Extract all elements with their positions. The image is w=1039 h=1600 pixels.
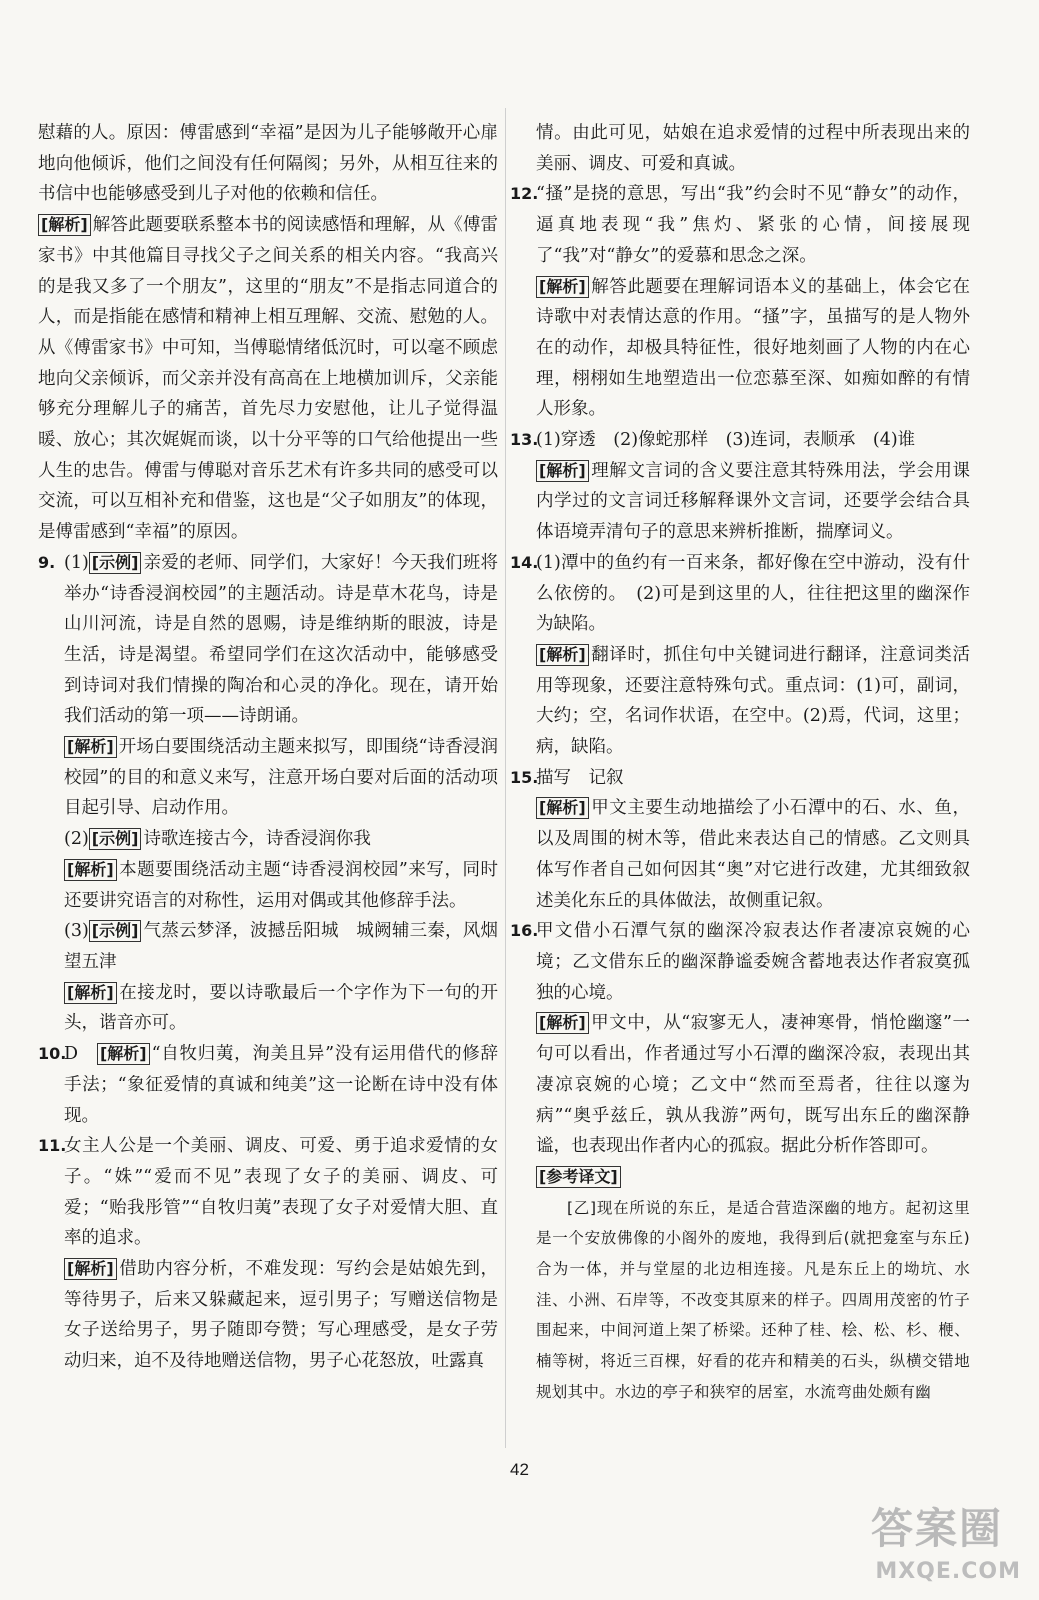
analysis-11-continued: 情。由此可见，姑娘在追求爱情的过程中所表现出来的美丽、调皮、可爱和真诚。 — [536, 123, 970, 174]
question-16: 16. 甲文借小石潭气氛的幽深冷寂表达作者凄凉哀婉的心境；乙文借东丘的幽深静谧委婉含蓄地表达作者寂寞孤独的心境。 [ 解析 ] 甲文中，从“寂寥无人，凄神寒骨，悄怆幽邃”一句可以看出，作者通过写小石潭的幽深冷寂，表现出其凄凉哀婉的心境；乙文中“然而至焉者，往往以邃为病”“奥乎兹丘，孰从我游”两句，既写出东丘的幽深静谧，也表现出作者内心的孤寂。据此分析作答即可。 [ 参考译文 ] [乙]现在所说的东丘，是适合营造深幽的地方。起初这里是一个安放佛像的小阁外的废地，我得到后(就把龛室与东丘)合为一体，并与堂屋的北边相连接。凡是东丘上的坳坑、水洼、小洲、石岸等，不改变其原来的样子。四周用茂密的竹子围起来，中间河道上架了桥梁。还种了桂、桧、松、杉、楩、楠等树，将近三百棵，好看的花卉和精美的石头，纵横交错地规划其中。水边的亭子和狭窄的居室，水流弯曲处颇有幽 — [510, 916, 970, 1407]
analysis-tag: [ 解析 ] — [64, 982, 117, 1004]
analysis-tag: [ 解析 ] — [64, 736, 117, 758]
example-tag: [ 示例 ] — [89, 920, 142, 942]
question-9: 9. (1)[ 示例 ] 亲爱的老师、同学们，大家好！今天我们班将举办“诗香浸润校园”的主题活动。诗是草木花鸟，诗是山川河流，诗是自然的恩赐，诗是维纳斯的眼波，诗是生活，诗是渴望。希望同学们在这次活动中，能够感受到诗词对我们情操的陶冶和心灵的净化。现在，请开始我们活动的第一项——诗朗诵。 [ 解析 ] 开场白要围绕活动主题来拟写，即围绕“诗香浸润校园”的目的和意义来写，注意开场白要对后面的活动项目起引导、启动作用。 (2)[ 示例 ] 诗歌连接古今，诗香浸润你我 [ 解析 ] 本题要围绕活动主题“诗香浸润校园”来写，同时还要讲究语言的对称性，运用对偶或其他修辞手法。 (3)[ 示例 ] 气蒸云梦泽，波撼岳阳城 城阙辅三秦，风烟望五津 [ 解析 ] 在接龙时，要以诗歌最后一个字作为下一句的开头，谐音亦可。 — [38, 548, 498, 1039]
question-14: 14. (1)潭中的鱼约有一百来条，都好像在空中游动，没有什么依傍的。 (2)可是到这里的人，往往把这里的幽深作为缺陷。 [ 解析 ] 翻译时，抓住句中关键词进行翻译，注意词类活用等现象，还要注意特殊句式。重点词：(1)可，副词，大约；空，名词作状语，在空中。(2)焉，代词，这里；病，缺陷。 — [510, 548, 970, 763]
left-column — [38, 118, 498, 1377]
analysis-tag: [ 解析 ] — [536, 276, 589, 298]
right-column — [510, 118, 970, 1408]
analysis-tag: [ 解析 ] — [536, 1012, 589, 1034]
page-number: 42 — [510, 1460, 529, 1479]
analysis-tag: [ 解析 ] — [64, 859, 117, 881]
analysis-tag: [ 解析 ] — [536, 644, 589, 666]
analysis-tag: [ 解析 ] — [536, 460, 589, 482]
analysis-8: [ 解析 ] 解答此题要联系整本书的阅读感悟和理解，从《傅雷家书》中其他篇目寻找父子之间关系的相关内容。“我高兴的是我又多了一个朋友”，这里的“朋友”不是指志同道合的人，而是指能在感情和精神上相互理解、交流、慰勉的人。从《傅雷家书》中可知，当傅聪情绪低沉时，可以毫不顾虑地向父亲倾诉，而父亲并没有高高在上地横加训斥，父亲能够充分理解儿子的痛苦，首先尽力安慰他，让儿子觉得温暖、放心；其次娓娓而谈，以十分平等的口气给他提出一些人生的忠告。傅雷与傅聪对音乐艺术有许多共同的感受可以交流，可以互相补充和借鉴，这也是“父子如朋友”的体现，是傅雷感到“幸福”的原因。 — [38, 210, 498, 548]
analysis-tag: [ 解析 ] — [536, 797, 589, 819]
analysis-tag: [ 解析 ] — [38, 214, 91, 236]
answer-8-continued: 慰藉的人。原因：傅雷感到“幸福”是因为儿子能够敞开心扉地向他倾诉，他们之间没有任何隔阂；另外，从相互往来的书信中也能够感受到儿子对他的依赖和信任。 — [38, 123, 498, 205]
reference-translation-tag: [ 参考译文 ] — [536, 1166, 621, 1188]
question-11: 11. 女主人公是一个美丽、调皮、可爱、勇于追求爱情的女子。“姝”“爱而不见”表现了女子的美丽、调皮、可爱；“贻我彤管”“自牧归荑”表现了女子对爱情大胆、直率的追求。 [ 解析 ] 借助内容分析，不难发现：写约会是姑娘先到，等待男子，后来又躲藏起来，逗引男子；写赠送信物是女子送给男子，男子随即夸赞；写心理感受，是女子劳动归来，迫不及待地赠送信物，男子心花怒放，吐露真 — [38, 1131, 498, 1377]
watermark-text: 答案圈 — [870, 1504, 1003, 1553]
question-15: 15. 描写 记叙 [ 解析 ] 甲文主要生动地描绘了小石潭中的石、水、鱼，以及周围的树木等，借此来表达自己的情感。乙文则具体写作者自己如何因其“奥”对它进行改建，尤其细致叙述美化东丘的具体做法，故侧重记叙。 — [510, 763, 970, 917]
analysis-tag: [ 解析 ] — [64, 1258, 117, 1280]
example-tag: [ 示例 ] — [89, 828, 142, 850]
question-13: 13. (1)穿透 (2)像蛇那样 (3)连词，表顺承 (4)谁 [ 解析 ] 理解文言词的含义要注意其特殊用法，学会用课内学过的文言词迁移解释课外文言词，还要学会结合具体语境弄清句子的意思来辨析推断，揣摩词义。 — [510, 425, 970, 548]
question-12: 12. “搔”是挠的意思，写出“我”约会时不见“静女”的动作，逼真地表现“我”焦灼、紧张的心情，间接展现了“我”对“静女”的爱慕和思念之深。 [ 解析 ] 解答此题要在理解词语本义的基础上，体会它在诗歌中对表情达意的作用。“搔”字，虽描写的是人物外在的动作，却极具特征性，很好地刻画了人物的内在心理，栩栩如生地塑造出一位恋慕至深、如痴如醉的有情人形象。 — [510, 179, 970, 425]
question-10: 10. D [ 解析 ] “自牧归荑，洵美且异”没有运用借代的修辞手法；“象征爱情的真诚和纯美”这一论断在诗中没有体现。 — [38, 1039, 498, 1131]
watermark-logo — [831, 1496, 1021, 1590]
reference-translation: [乙]现在所说的东丘，是适合营造深幽的地方。起初这里是一个安放佛像的小阁外的废地，我得到后(就把龛室与东丘)合为一体，并与堂屋的北边相连接。凡是东丘上的坳坑、水洼、小洲、石岸等，不改变其原来的样子。四周用茂密的竹子围起来，中间河道上架了桥梁。还种了桂、桧、松、杉、楩、楠等树，将近三百棵，好看的花卉和精美的石头，纵横交错地规划其中。水边的亭子和狭窄的居室，水流弯曲处颇有幽 — [536, 1198, 970, 1401]
analysis-tag: [ 解析 ] — [97, 1043, 150, 1065]
example-tag: [ 示例 ] — [89, 552, 142, 574]
watermark-url: MXQE.COM — [875, 1559, 1021, 1584]
